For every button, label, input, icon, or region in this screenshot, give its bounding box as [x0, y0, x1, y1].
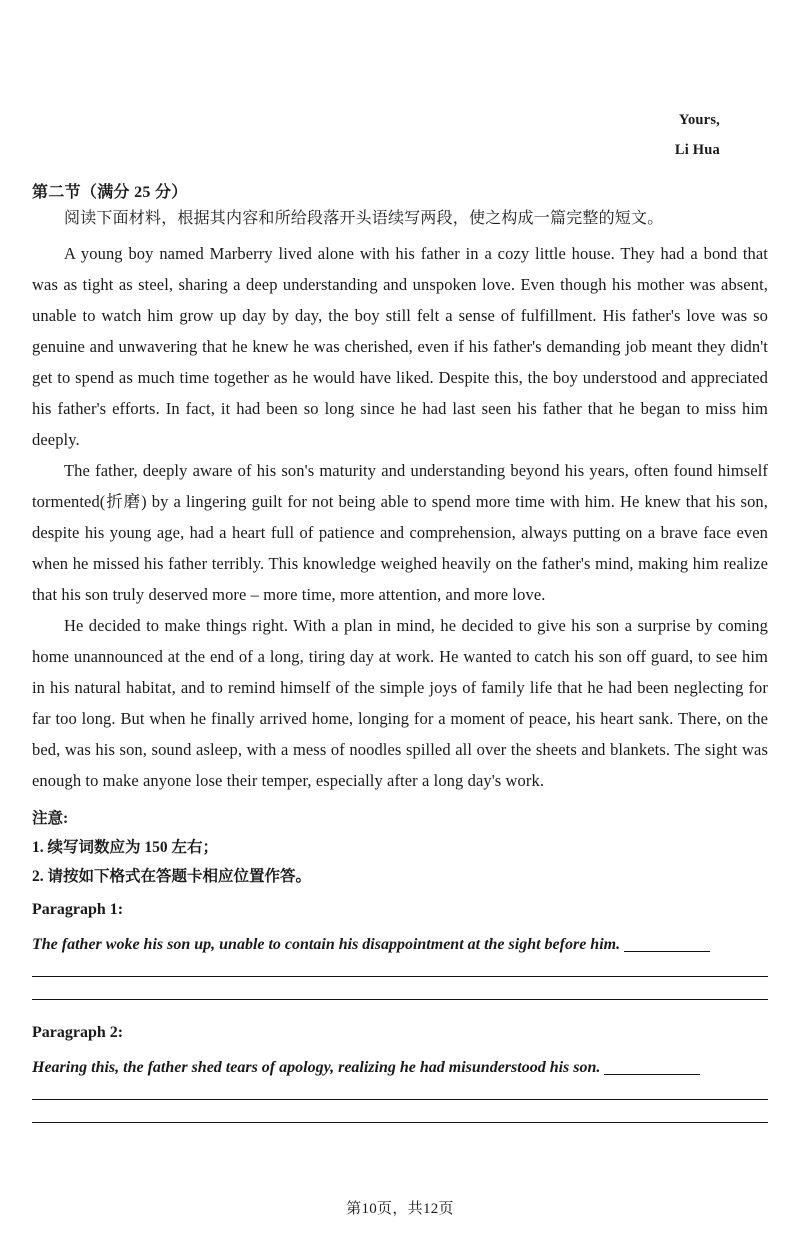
section-title: 第二节（满分 25 分）	[32, 184, 188, 201]
paragraph-2-starter-text: Hearing this, the father shed tears of apology, realizing he had misunderstood his son.	[32, 1059, 601, 1076]
page-footer: 第10页，共12页	[346, 1201, 454, 1217]
passage-paragraph-3: He decided to make things right. With a plan in mind, he decided to give his son a surprise by coming home unannounced at the end of a long, tiring day at work. He wanted to catch his son off guard, to see him in his natural habitat, and to remind himself of the simple joys of family life that he had been neglecting for far too long. But when he finally arrived home, longing for a moment of peace, his heart sank. There, on the bed, was his son, sound asleep, with a mess of noodles spilled all over the sheets and blankets. The sight was enough to make anyone lose their temper, especially after a long day's work.	[32, 616, 768, 790]
paragraph-1-starter	[32, 931, 768, 959]
letter-closing	[32, 105, 768, 165]
paragraph-1-starter-blank	[624, 951, 710, 952]
paragraph-2-writing-line-2[interactable]	[32, 1122, 768, 1123]
letter-signature: Li Hua	[674, 142, 720, 158]
passage-paragraph-2: The father, deeply aware of his son's maturity and understanding beyond his years, often found himself tormented(折磨) by a lingering guilt for not being able to spend more time with him. He knew that his son, despite his young age, had a heart full of patience and comprehension, always putting on a brave face even when he missed his father terribly. This knowledge weighed heavily on the father's mind, making him realize that his son truly deserved more – more time, more attention, and more love.	[32, 461, 768, 604]
paragraph-2-label: Paragraph 2:	[32, 1024, 124, 1041]
letter-closing-yours: Yours,	[678, 112, 720, 128]
note-item-1: 1. 续写词数应为 150 左右；	[32, 839, 219, 856]
note-item-2: 2. 请按如下格式在答题卡相应位置作答。	[32, 868, 312, 885]
passage-paragraph-1: A young boy named Marberry lived alone with his father in a cozy little house. They had a bond that was as tight as steel, sharing a deep understanding and unspoken love. Even though his mother was absent, unable to watch him grow up day by day, the boy still felt a sense of fulfillment. His father's love was so genuine and unwavering that he knew he was cherished, even if his father's demanding job meant they didn't get to spend as much time together as he would have liked. Despite this, the boy understood and appreciated his father's efforts. In fact, it had been so long since he had last seen his father that he began to miss him deeply.	[32, 244, 768, 449]
paragraph-1-writing-line-2[interactable]	[32, 999, 768, 1000]
paragraph-1-writing-line-1[interactable]	[32, 976, 768, 977]
paragraph-2-writing-line-1[interactable]	[32, 1099, 768, 1100]
section-instruction: 阅读下面材料，根据其内容和所给段落开头语续写两段，使之构成一篇完整的短文。	[64, 210, 664, 227]
paragraph-2-starter	[32, 1054, 768, 1082]
paragraph-2-starter-blank	[604, 1074, 700, 1075]
notes-title: 注意:	[32, 810, 69, 827]
paragraph-1-label: Paragraph 1:	[32, 901, 124, 918]
paragraph-1-starter-text: The father woke his son up, unable to contain his disappointment at the sight before him.	[32, 936, 621, 953]
